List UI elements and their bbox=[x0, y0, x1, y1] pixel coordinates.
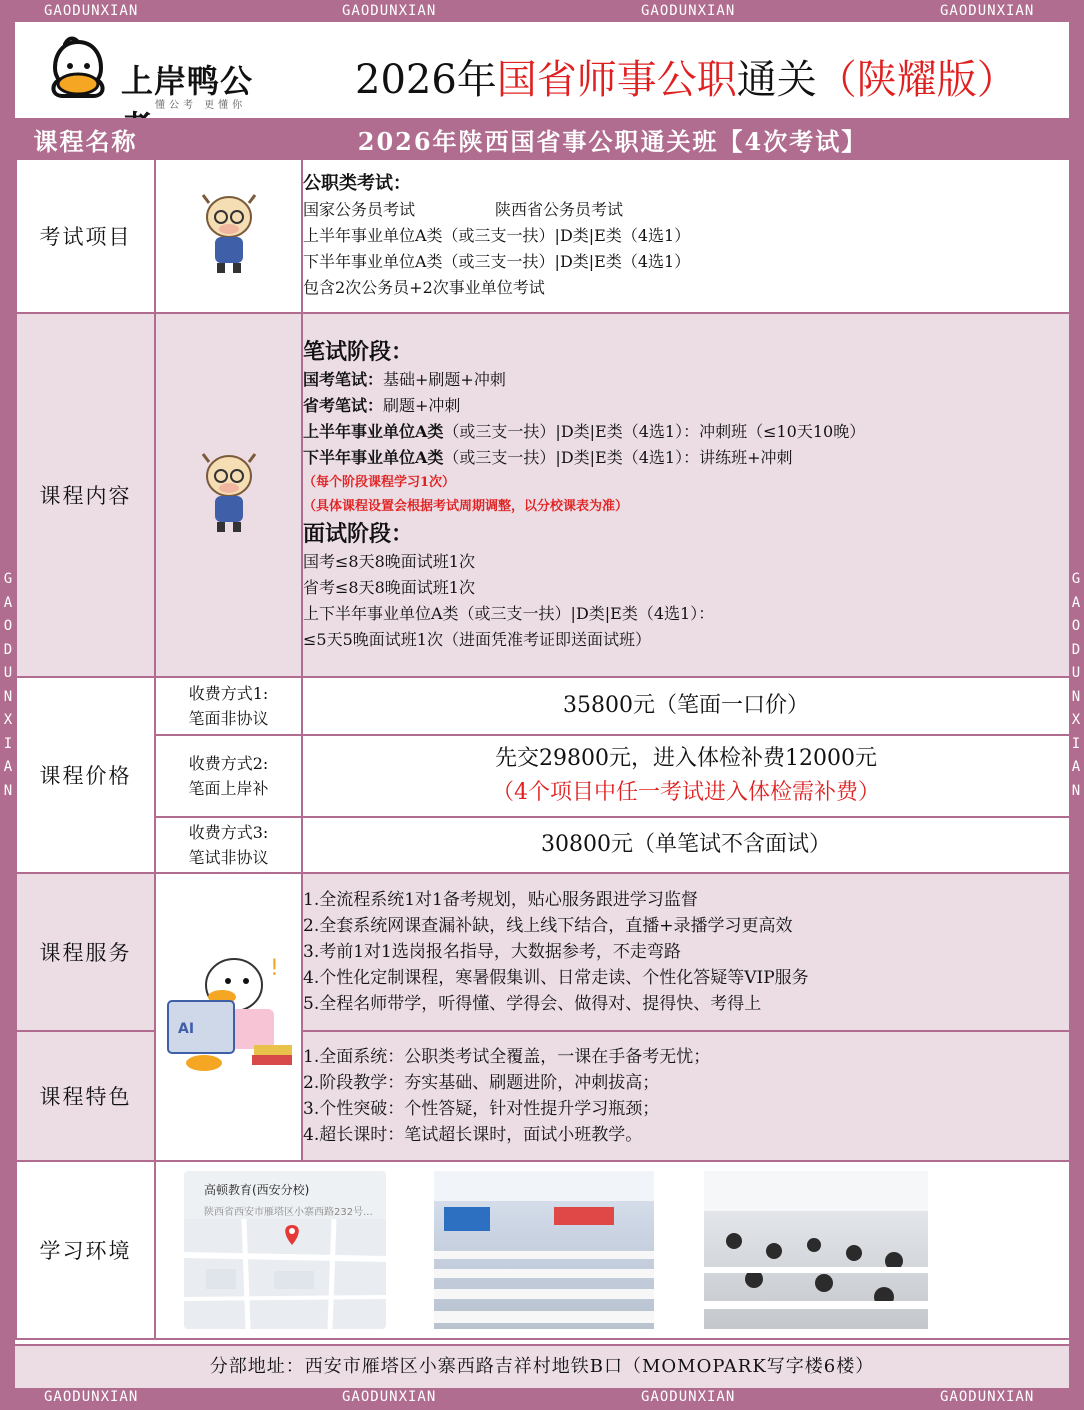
brand-name: 上岸鸭公 bbox=[121, 62, 254, 100]
payment-method-1: 收费方式1: 笔面非协议 bbox=[155, 677, 302, 735]
feature-item: 4.超长课时：笔试超长课时，面试小班教学。 bbox=[303, 1125, 643, 1145]
exam-items-line3: 下半年事业单位A类（或三支一扶）|D类|E类（4选1） bbox=[303, 252, 691, 271]
feature-item: 3.个性突破：个性答疑，针对性提升学习瓶颈； bbox=[303, 1099, 660, 1119]
exam-items-content bbox=[302, 159, 1070, 313]
content-label: 课程内容 bbox=[16, 313, 155, 677]
map-graphic bbox=[184, 1219, 386, 1329]
branch-address: 分部地址：西安市雁塔区小寨西路吉祥村地铁B口（MOMOPARK写字楼6楼） bbox=[15, 1344, 1069, 1388]
price-option-2-note: （4个项目中任一考试进入体检需补费） bbox=[492, 780, 880, 805]
interview-line2: 省考≤8天8晚面试班1次 bbox=[303, 578, 475, 597]
note-2: （具体课程设置会根据考试周期调整，以分校课表为准） bbox=[303, 499, 629, 514]
feature-item: 1.全面系统：公职类考试全覆盖，一课在手备考无忧； bbox=[303, 1047, 711, 1067]
study-room-photo-graphic bbox=[704, 1171, 928, 1329]
course-sheet bbox=[15, 22, 1069, 1386]
study-room-photo bbox=[704, 1171, 928, 1329]
header-course-name: 2026年陕西国省事公职通关班【4次考试】 bbox=[155, 119, 1070, 159]
price-label: 课程价格 bbox=[16, 677, 155, 873]
page-title bbox=[355, 48, 1017, 105]
written-line2: 省考笔试：刷题+冲刺 bbox=[303, 396, 461, 415]
header bbox=[15, 22, 1069, 118]
environment-label: 学习环境 bbox=[16, 1161, 155, 1339]
price-option-2: 先交29800元，进入体检补费12000元 （4个项目中任一考试进入体检需补费） bbox=[302, 735, 1070, 817]
classroom-photo-graphic bbox=[434, 1171, 654, 1329]
watermark: GAODUNXIAN bbox=[940, 3, 1035, 19]
watermark: GAODUNXIAN bbox=[342, 1389, 437, 1405]
title-edition: （陕耀版） bbox=[816, 57, 1017, 103]
watermark: GAODUNXIAN bbox=[641, 3, 736, 19]
watermark: GAODUNXIAN bbox=[44, 3, 139, 19]
svg-text:!: ! bbox=[269, 956, 279, 981]
watermark: GAODUNXIAN bbox=[342, 3, 437, 19]
svg-text:AI: AI bbox=[177, 1021, 194, 1037]
service-item: 4.个性化定制课程，寒暑假集训、日常走读、个性化答疑等VIP服务 bbox=[303, 968, 809, 988]
feature-item: 2.阶段教学：夯实基础、刷题进阶，冲刺拔高； bbox=[303, 1073, 660, 1093]
mascot-cow-icon bbox=[199, 189, 259, 279]
payment-method-2: 收费方式2: 笔面上岸补 bbox=[155, 735, 302, 817]
mascot-cow-icon bbox=[199, 448, 259, 538]
campus-map bbox=[184, 1171, 386, 1329]
title-suffix: 通关 bbox=[736, 57, 817, 103]
interview-heading: 面试阶段： bbox=[303, 521, 414, 547]
interview-line4: ≤5天5晚面试班1次（进面凭准考证即送面试班） bbox=[303, 630, 651, 649]
written-line1: 国考笔试：基础+刷题+冲刺 bbox=[303, 370, 506, 389]
written-heading: 笔试阶段： bbox=[303, 339, 414, 365]
interview-line3: 上下半年事业单位A类（或三支一扶）|D类|E类（4选1）： bbox=[303, 604, 715, 623]
exam-items-line4: 包含2次公务员+2次事业单位考试 bbox=[303, 278, 545, 297]
service-list bbox=[302, 873, 1070, 1031]
watermark: GAODUNXIAN bbox=[44, 1389, 139, 1405]
service-item: 1.全流程系统1对1备考规划，贴心服务跟进学习监督 bbox=[303, 890, 698, 910]
service-item: 5.全程名师带学，听得懂、学得会、做得对、提得快、考得上 bbox=[303, 994, 762, 1014]
features-list bbox=[302, 1031, 1070, 1161]
features-label: 课程特色 bbox=[16, 1031, 155, 1161]
interview-line1: 国考≤8天8晚面试班1次 bbox=[303, 552, 475, 571]
exam-items-heading: 公职类考试： bbox=[303, 173, 411, 194]
course-table bbox=[15, 118, 1071, 1340]
payment-method-3: 收费方式3: 笔试非协议 bbox=[155, 817, 302, 873]
content-details bbox=[302, 313, 1070, 677]
header-label: 课程名称 bbox=[16, 119, 155, 159]
duck-logo-icon bbox=[43, 34, 113, 104]
watermark: GAODUNXIAN bbox=[940, 1389, 1035, 1405]
title-year: 2026年 bbox=[355, 57, 497, 103]
brand-logo bbox=[43, 34, 283, 114]
service-item: 3.考前1对1选岗报名指导，大数据参考，不走弯路 bbox=[303, 942, 681, 962]
map-address: 陕西省西安市雁塔区小寨西路232号... bbox=[204, 1207, 373, 1218]
mascot-duck-laptop-icon bbox=[164, 945, 294, 1085]
title-highlight: 国省师事公职 bbox=[496, 57, 737, 103]
price-option-1: 35800元（笔面一口价） bbox=[302, 677, 1070, 735]
watermark-vertical-right: G A O D U N X I A N bbox=[1071, 571, 1081, 799]
written-line3: 上半年事业单位A类（或三支一扶）|D类|E类（4选1）：冲刺班（≤10天10晚） bbox=[303, 422, 866, 441]
map-title: 高顿教育(西安分校) bbox=[204, 1183, 310, 1197]
brand-slogan: 懂公考 更懂你 bbox=[155, 100, 247, 111]
exam-items-line2: 上半年事业单位A类（或三支一扶）|D类|E类（4选1） bbox=[303, 226, 691, 245]
service-label: 课程服务 bbox=[16, 873, 155, 1031]
watermark-vertical-left: G A O D U N X I A N bbox=[3, 571, 13, 799]
classroom-photo bbox=[434, 1171, 654, 1329]
service-item: 2.全套系统网课查漏补缺，线上线下结合，直播+录播学习更高效 bbox=[303, 916, 793, 936]
exam-items-label: 考试项目 bbox=[16, 159, 155, 313]
exam-items-line1: 国家公务员考试 陕西省公务员考试 bbox=[303, 200, 624, 219]
price-option-3: 30800元（单笔试不含面试） bbox=[302, 817, 1070, 873]
watermark: GAODUNXIAN bbox=[641, 1389, 736, 1405]
written-line4: 下半年事业单位A类（或三支一扶）|D类|E类（4选1）：讲练班+冲刺 bbox=[303, 448, 793, 467]
note-1: （每个阶段课程学习1次） bbox=[303, 475, 456, 490]
